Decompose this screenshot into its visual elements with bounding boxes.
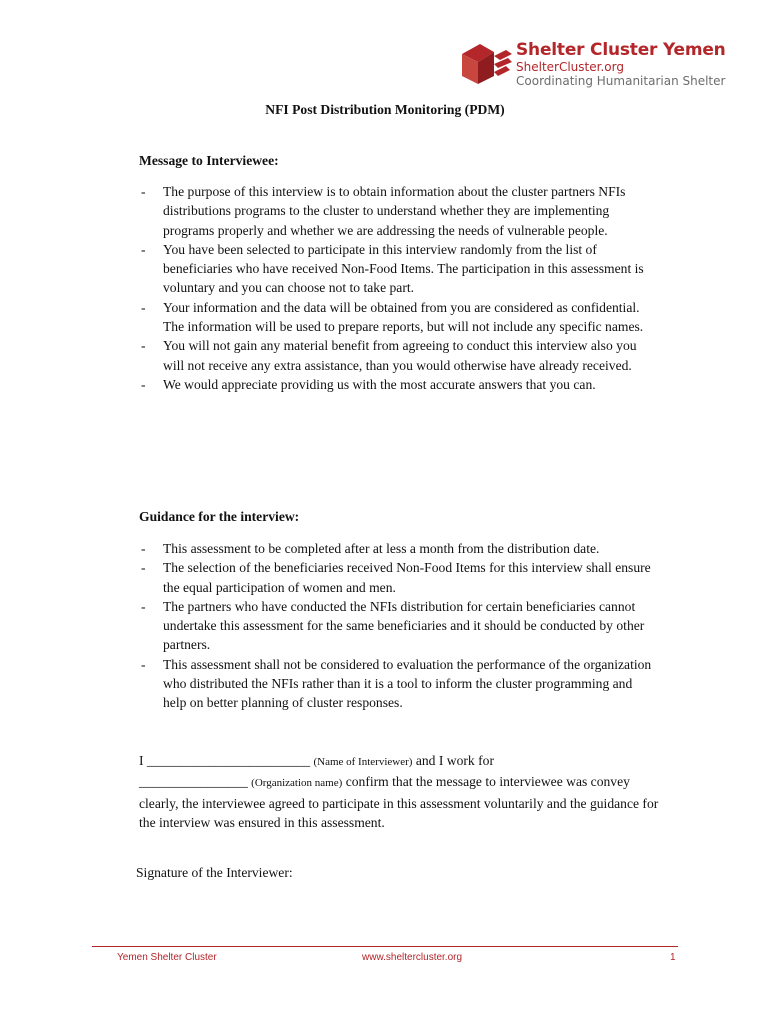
interviewer-name-label: (Name of Interviewer)	[313, 756, 413, 768]
consent-statement	[139, 751, 659, 832]
guidance-item: - This assessment to be completed after at less a month from the distribution date.	[141, 541, 600, 556]
message-item: - The purpose of this interview is to obtain information about the cluster partners NFIs distributions programs to the cluster to understand whether they are implementing programs properly and whether we are addressing the needs of vulnerable people.	[141, 184, 626, 238]
message-item: - You have been selected to participate in this interview randomly from the list of beneficiaries who have received Non-Food Items. The participation in this assessment is voluntary and you can choose not to take part.	[141, 241, 644, 296]
page-number: 1	[670, 952, 676, 963]
org-tagline: Coordinating Humanitarian Shelter	[516, 74, 726, 88]
consent-i: I	[139, 753, 144, 768]
guidance-list	[139, 539, 659, 713]
shelter-hands-icon	[460, 42, 514, 86]
shelter-cluster-logo	[460, 40, 740, 90]
consent-work-for: and I work for	[415, 753, 494, 768]
guidance-heading: Guidance for the interview:	[139, 509, 300, 524]
organization-name-blank: ________________	[139, 774, 248, 790]
message-item: - You will not gain any material benefit from agreeing to conduct this interview also you will not receive any extra assistance, than you would otherwise have already received.	[141, 338, 637, 373]
message-item: - We would appreciate providing us with the most accurate answers that you can.	[141, 376, 596, 392]
interviewer-name-blank: ________________________	[146, 753, 311, 768]
message-list	[139, 182, 659, 394]
footer-org: Yemen Shelter Cluster	[117, 952, 217, 963]
document-title: NFI Post Distribution Monitoring (PDM)	[265, 102, 505, 117]
footer-website: www.sheltercluster.org	[362, 952, 463, 963]
footer-divider	[92, 946, 678, 947]
organization-name-label: (Organization name)	[251, 777, 343, 790]
message-heading: Message to Interviewee:	[139, 153, 279, 168]
consent-text: confirm that the message to interviewee was convey clearly, the interviewee agreed to participate in this assessment voluntarily and the guidance for the interview was ensured in this assessment.	[139, 774, 659, 830]
org-name: Shelter Cluster Yemen	[516, 40, 726, 60]
signature-label: Signature of the Interviewer:	[136, 865, 293, 880]
org-website: ShelterCluster.org	[516, 60, 624, 74]
guidance-item: - This assessment shall not be considered to evaluation the performance of the organization who distributed the NFIs rather than it is a tool to inform the cluster programming and help on better planning of cluster responses.	[141, 656, 652, 711]
message-item: - Your information and the data will be obtained from you are considered as confidential. The information will be used to prepare reports, but will not include any specific names.	[141, 299, 644, 335]
guidance-item: - The selection of the beneficiaries received Non-Food Items for this interview shall ensure the equal participation of women and men.	[141, 560, 651, 595]
guidance-item: - The partners who have conducted the NFIs distribution for certain beneficiaries cannot undertake this assessment for the same beneficiaries and it should be conducted by other partners.	[141, 598, 645, 653]
